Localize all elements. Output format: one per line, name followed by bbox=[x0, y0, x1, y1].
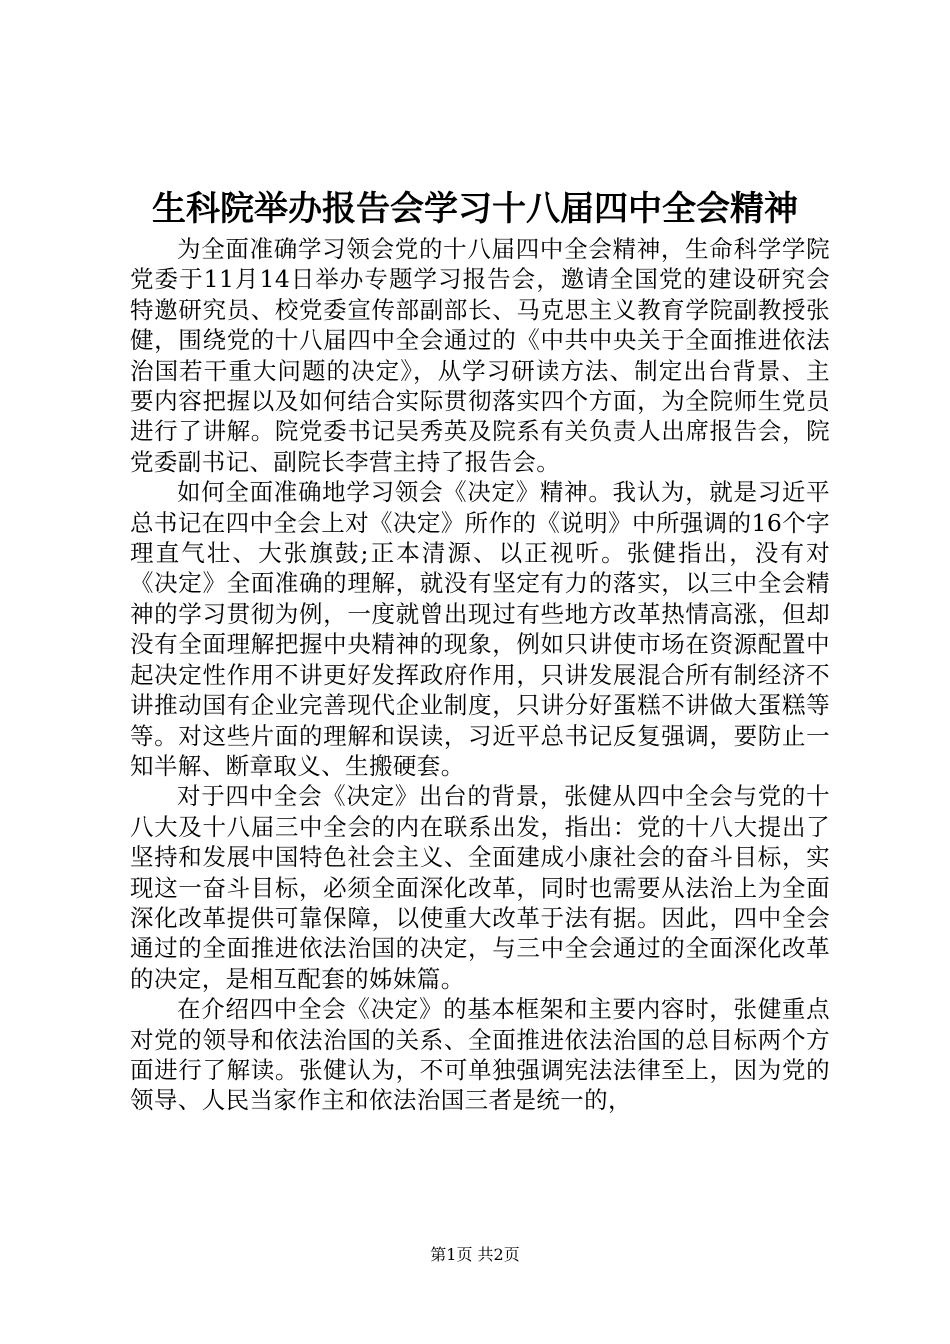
paragraph-3: 对于四中全会《决定》出台的背景，张健从四中全会与党的十八大及十八届三中全会的内在联系出发，指出：党的十八大提出了坚持和发展中国特色社会主义、全面建成小康社会的奋斗目标，实现这一奋斗目标，必须全面深化改革，同时也需要从法治上为全面深化改革提供可靠保障，以使重大改革于法有据。因此，四中全会通过的全面推进依法治国的决定，与三中全会通过的全面深化改革的决定，是相互配套的姊妹篇。 bbox=[130, 782, 830, 993]
page-footer: 第1页 共2页 bbox=[430, 1245, 520, 1264]
document-body bbox=[130, 234, 830, 1116]
document-title: 生科院举办报告会学习十八届四中全会精神 bbox=[152, 189, 798, 229]
paragraph-2: 如何全面准确地学习领会《决定》精神。我认为，就是习近平总书记在四中全会上对《决定》所作的《说明》中所强调的16个字理直气壮、大张旗鼓;正本清源、以正视听。张健指出，没有对《决定》全面准确的理解，就没有坚定有力的落实，以三中全会精神的学习贯彻为例，一度就曾出现过有些地方改革热情高涨，但却没有全面理解把握中央精神的现象，例如只讲使市场在资源配置中起决定性作用不讲更好发挥政府作用，只讲发展混合所有制经济不讲推动国有企业完善现代企业制度，只讲分好蛋糕不讲做大蛋糕等等。对这些片面的理解和误读，习近平总书记反复强调，要防止一知半解、断章取义、生搬硬套。 bbox=[130, 478, 830, 780]
paragraph-1: 为全面准确学习领会党的十八届四中全会精神，生命科学学院党委于11月14日举办专题学习报告会，邀请全国党的建设研究会特邀研究员、校党委宣传部副部长、马克思主义教育学院副教授张健，围绕党的十八届四中全会通过的《中共中央关于全面推进依法治国若干重大问题的决定》，从学习研读方法、制定出台背景、主要内容把握以及如何结合实际贯彻落实四个方面，为全院师生党员进行了讲解。院党委书记吴秀英及院系有关负责人出席报告会，院党委副书记、副院长李营主持了报告会。 bbox=[130, 235, 830, 476]
paragraph-4: 在介绍四中全会《决定》的基本框架和主要内容时，张健重点对党的领导和依法治国的关系、全面推进依法治国的总目标两个方面进行了解读。张健认为，不可单独强调宪法法律至上，因为党的领导、人民当家作主和依法治国三者是统一的， bbox=[130, 995, 830, 1115]
